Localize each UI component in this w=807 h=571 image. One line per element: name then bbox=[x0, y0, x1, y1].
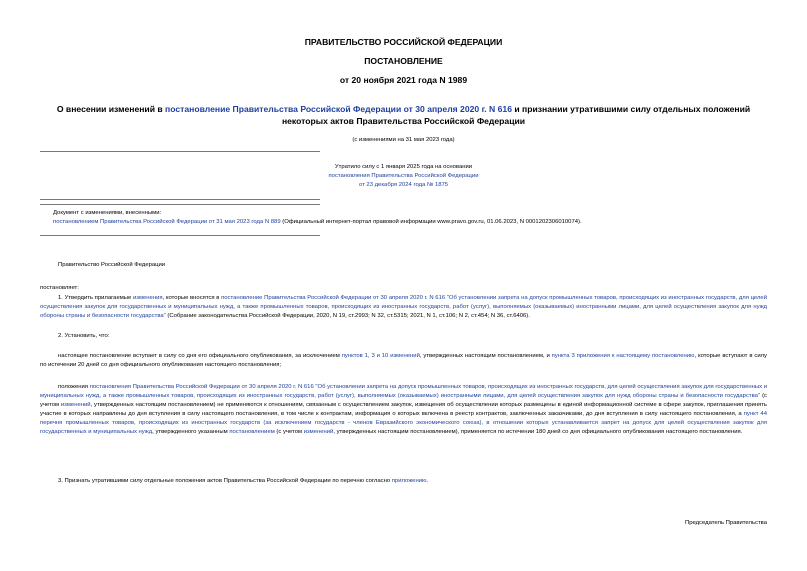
amendment-source: (Официальный интернет-портал правовой информации www.pravo.gov.ru, 01.06.2023, N 0001202306010074). bbox=[280, 218, 582, 225]
appendix-item-link[interactable]: пункта 3 приложения к настоящему постановлению bbox=[551, 353, 695, 359]
issuer: Правительство Российской Федерации bbox=[58, 262, 166, 268]
paragraph-1: 1. Утвердить прилагаемые изменения, которые вносятся в постановление Правительства Российской Федерации от 30 апреля 2020 г. N 616 "Об установлении запрета на допуск промышленных товаров, происходящих из иностранных государств, для целей осуществления закупок для государственных и муниципальных нужд, а также промышленных товаров, происходящих из иностранных государств, работ (услуг), выполняемых (оказываемых) иностранными лицами, для целей осуществления закупок для нужд обороны страны и безопасности государства" (Собрание законодательства Российской Федерации, 2020, N 19, ст.2993; N 32, ст.5315; 2021, N 1, ст.106; N 2, ст.454; N 36, ст.6406). bbox=[40, 295, 767, 319]
repeal-line: Утратило силу с 1 января 2025 года на основании bbox=[334, 164, 473, 170]
decree-616-link[interactable]: постановление Правительства Российской Федерации от 30 апреля 2020 г. N 616 "Об установлении запрета на допуск промышленных товаров, происходящих из иностранных государств, для целей осуществления закупок для государственных и муниципальных нужд, а также промышленных товаров, происходящих из иностранных государств, работ (услуг), выполняемых (оказываемых) иностранными лицами, для целей осуществления закупок для нужд обороны страны и безопасности государства" bbox=[40, 295, 767, 319]
changes-link[interactable]: изменений bbox=[303, 428, 334, 435]
changes-link[interactable]: изменений bbox=[60, 401, 91, 408]
decree-link[interactable]: постановлением bbox=[229, 428, 275, 435]
paragraph-4: положения постановления Правительства Российской Федерации от 30 апреля 2020 г. N 616 "Об установлении запрета на допуск промышленных товаров, происходящих из иностранных государств, для целей осуществления закупок для государственных и муниципальных нужд, а также промышленных товаров, происходящих из иностранных государств, работ (услуг), выполняемых (оказываемых) иностранными лицами, для целей осуществления закупок для нужд обороны страны и безопасности государства" (с учетом изменений, утвержденных настоящим постановлением) не применяются к отношениям, связанным с осуществлением закупок, извещения об осуществлении которых размещены в единой информационной системе в сфере закупок, приглашения принять участие в которых направлены до дня вступления в силу настоящего постановления, в том числе к контрактам, информация о которых включена в реестр контрактов, заключенных заказчиками, до дня вступления в силу настоящего постановления, а пункт 44 перечня промышленных товаров, происходящих из иностранных государств (за исключением государств - членов Евразийского экономического союза), в отношении которых устанавливается запрет на допуск для целей осуществления закупок для государственных и муниципальных нужд, утвержденного указанным постановлением (с учетом изменений, утвержденных настоящим постановлением), применяется по истечении 180 дней со дня официального опубликования настоящего постановления. bbox=[40, 384, 768, 435]
divider bbox=[40, 204, 320, 205]
divider bbox=[40, 235, 320, 236]
list-item-44-link[interactable]: пункт 44 перечня промышленных товаров, происходящих из иностранных государств (за исключением государств - членов Евразийского экономического союза), в отношении которых устанавливается запрет на допуск для целей осуществления закупок для государственных и муниципальных нужд bbox=[40, 410, 767, 435]
edition-note: (с изменениями на 31 мая 2023 года) bbox=[352, 137, 455, 143]
changes-link[interactable]: изменения bbox=[132, 295, 163, 301]
items-link[interactable]: пунктов 1, 3 и 10 изменений bbox=[341, 353, 420, 359]
repeal-decree-link[interactable]: постановления Правительства Российской Федерации bbox=[328, 172, 479, 179]
paragraph-5: 3. Признать утратившими силу отдельные положения актов Правительства Российской Федерации по перечню согласно приложению. bbox=[58, 478, 429, 484]
paragraph-2: 2. Установить, что: bbox=[58, 333, 110, 339]
document-type: ПОСТАНОВЛЕНИЕ bbox=[364, 56, 443, 66]
title-text-start: О внесении изменений в bbox=[56, 104, 166, 114]
amendment-decree-link[interactable]: постановлением Правительства Российской Федерации от 31 мая 2023 года N 889 bbox=[53, 218, 281, 225]
amendments-heading: Документ с изменениями, внесенными: bbox=[53, 210, 162, 216]
repeal-decree-date-link[interactable]: от 23 декабря 2024 года № 1875 bbox=[358, 181, 449, 188]
amendments-block bbox=[53, 209, 767, 227]
appendix-link[interactable]: приложению bbox=[391, 478, 427, 484]
government-heading: ПРАВИТЕЛЬСТВО РОССИЙСКОЙ ФЕДЕРАЦИИ bbox=[304, 37, 503, 47]
repeal-notice bbox=[200, 163, 607, 189]
decrees-word: постановляет: bbox=[40, 285, 79, 291]
title-decree-link[interactable]: постановление Правительства Российской Федерации от 30 апреля 2020 г. N 616 bbox=[165, 104, 512, 114]
title-text-end: и признании утратившими силу отдельных положений некоторых актов Правительства Российской Федерации bbox=[281, 104, 751, 126]
divider bbox=[40, 151, 320, 152]
signature-title: Председатель Правительства bbox=[684, 520, 767, 526]
paragraph-3: настоящее постановление вступает в силу со дня его официального опубликования, за исключением пунктов 1, 3 и 10 изменений, утвержденных настоящим постановлением, и пункта 3 приложения к настоящему постановлению, которые вступают в силу по истечении 20 дней со дня официального опубликования настоящего постановления; bbox=[40, 353, 768, 368]
document-title bbox=[40, 103, 767, 127]
divider bbox=[40, 199, 320, 200]
document-date-number: от 20 ноября 2021 года N 1989 bbox=[339, 75, 468, 85]
decree-616-provisions-link[interactable]: постановления Правительства Российской Федерации от 30 апреля 2020 г. N 616 "Об установлении запрета на допуск промышленных товаров, происходящих из иностранных государств, для целей осуществления закупок для государственных и муниципальных нужд, а также промышленных товаров, происходящих из иностранных государств, работ (услуг), выполняемых (оказываемых) иностранными лицами, для целей осуществления закупок для нужд обороны страны и безопасности государства" bbox=[40, 384, 768, 399]
